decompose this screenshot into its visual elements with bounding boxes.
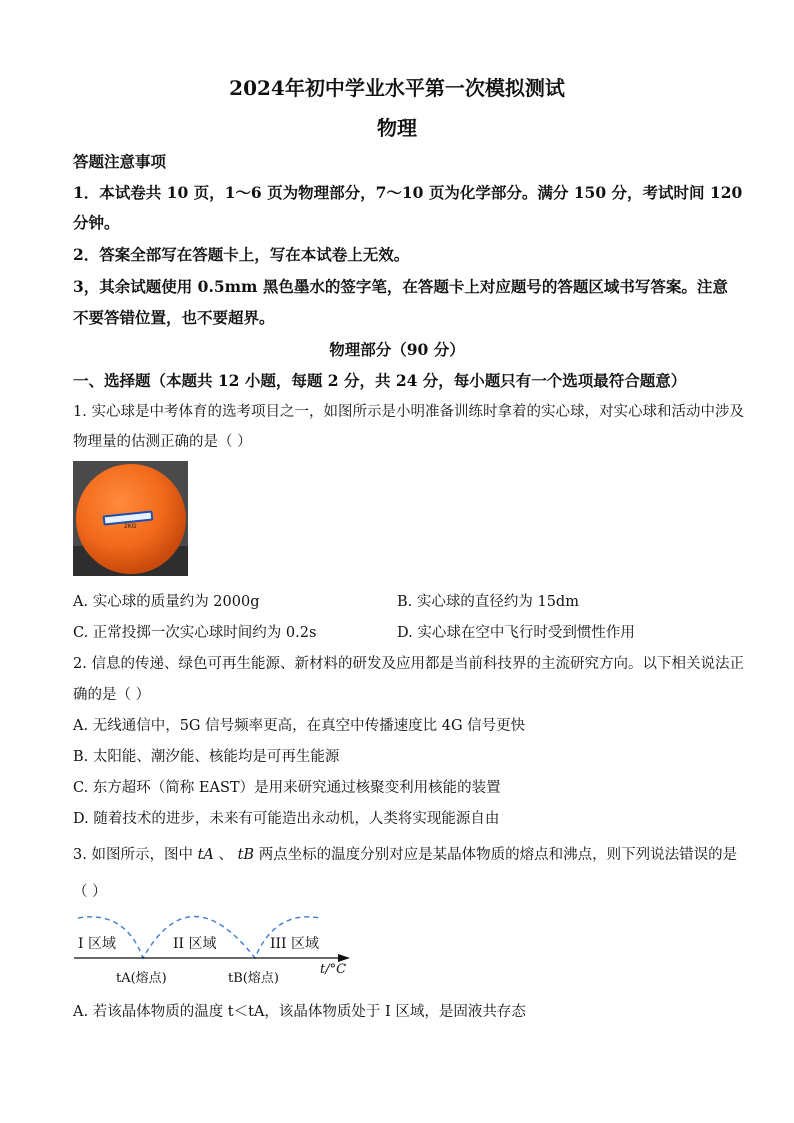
q2-option-a: A. 无线通信中，5G 信号频率更高，在真空中传播速度比 4G 信号更快 [73, 718, 526, 734]
notice-line-3a: 3，其余试题使用 0.5mm 黑色墨水的签字笔，在答题卡上对应题号的答题区域书写答案。注意 [73, 277, 728, 296]
section-title: 物理部分（90 分） [329, 340, 465, 359]
q2-stem-line1: 2. 信息的传递、绿色可再生能源、新材料的研发及应用都是当前科技界的主流研究方向。以下相关说法正 [73, 656, 744, 672]
q1-option-b: B. 实心球的直径约为 15dm [397, 594, 579, 610]
medicine-ball-photo [73, 461, 188, 576]
temperature-axis-label: t/°C [320, 962, 347, 977]
q2-option-c: C. 东方超环（简称 EAST）是用来研究通过核聚变利用核能的装置 [73, 780, 501, 796]
notice-line-3b: 不要答错位置，也不要超界。 [73, 308, 275, 327]
region-2-label: II 区域 [173, 936, 217, 952]
exam-title: 2024年初中学业水平第一次模拟测试 [229, 76, 565, 100]
q3-tb-symbol: tB [237, 847, 255, 863]
q1-stem-line1: 1. 实心球是中考体育的选考项目之一，如图所示是小明准备训练时拿着的实心球，对实心球和活动中涉及 [73, 404, 744, 420]
q3-stem-pre: 3. 如图所示，图中 [73, 847, 193, 863]
q3-stem-line2: （ ） [73, 884, 107, 900]
q2-stem-line2: 确的是（ ） [73, 687, 151, 703]
q3-separator: 、 [218, 847, 233, 863]
region-1-label: I 区域 [78, 936, 116, 952]
q3-stem-line1 [73, 843, 737, 864]
q1-option-d: D. 实心球在空中飞行时受到惯性作用 [397, 625, 635, 641]
q3-option-a: A. 若该晶体物质的温度 t＜tA，该晶体物质处于 I 区域，是固液共存态 [73, 1004, 526, 1020]
subject-title: 物理 [377, 116, 417, 140]
q3-stem-post: 两点坐标的温度分别对应是某晶体物质的熔点和沸点，则下列说法错误的是 [258, 847, 738, 863]
notice-line-1b: 分钟。 [73, 213, 120, 232]
notice-line-2: 2．答案全部写在答题卡上，写在本试卷上无效。 [73, 245, 410, 264]
q1-option-a: A. 实心球的质量约为 2000g [73, 594, 260, 610]
q2-option-d: D. 随着技术的进步，未来有可能造出永动机，人类将实现能源自由 [73, 811, 500, 827]
ball-weight-label: 2KG [124, 523, 137, 530]
q3-ta-symbol: tA [197, 847, 214, 863]
part1-heading: 一、选择题（本题共 12 小题，每题 2 分，共 24 分，每小题只有一个选项最符合题意） [73, 371, 687, 390]
region-3-label: III 区域 [270, 936, 320, 952]
q1-option-c: C. 正常投掷一次实心球时间约为 0.2s [73, 625, 317, 641]
temperature-region-diagram [70, 900, 360, 995]
notice-line-1a: 1．本试卷共 10 页，1～6 页为物理部分，7～10 页为化学部分。满分 150 分，考试时间 120 [73, 183, 743, 202]
melting-point-b-label: tB(熔点) [228, 971, 279, 986]
q1-stem-line2: 物理量的估测正确的是（ ） [73, 434, 252, 450]
melting-point-a-label: tA(熔点) [116, 971, 167, 986]
notice-heading: 答题注意事项 [73, 152, 167, 171]
q2-option-b: B. 太阳能、潮汐能、核能均是可再生能源 [73, 749, 340, 765]
